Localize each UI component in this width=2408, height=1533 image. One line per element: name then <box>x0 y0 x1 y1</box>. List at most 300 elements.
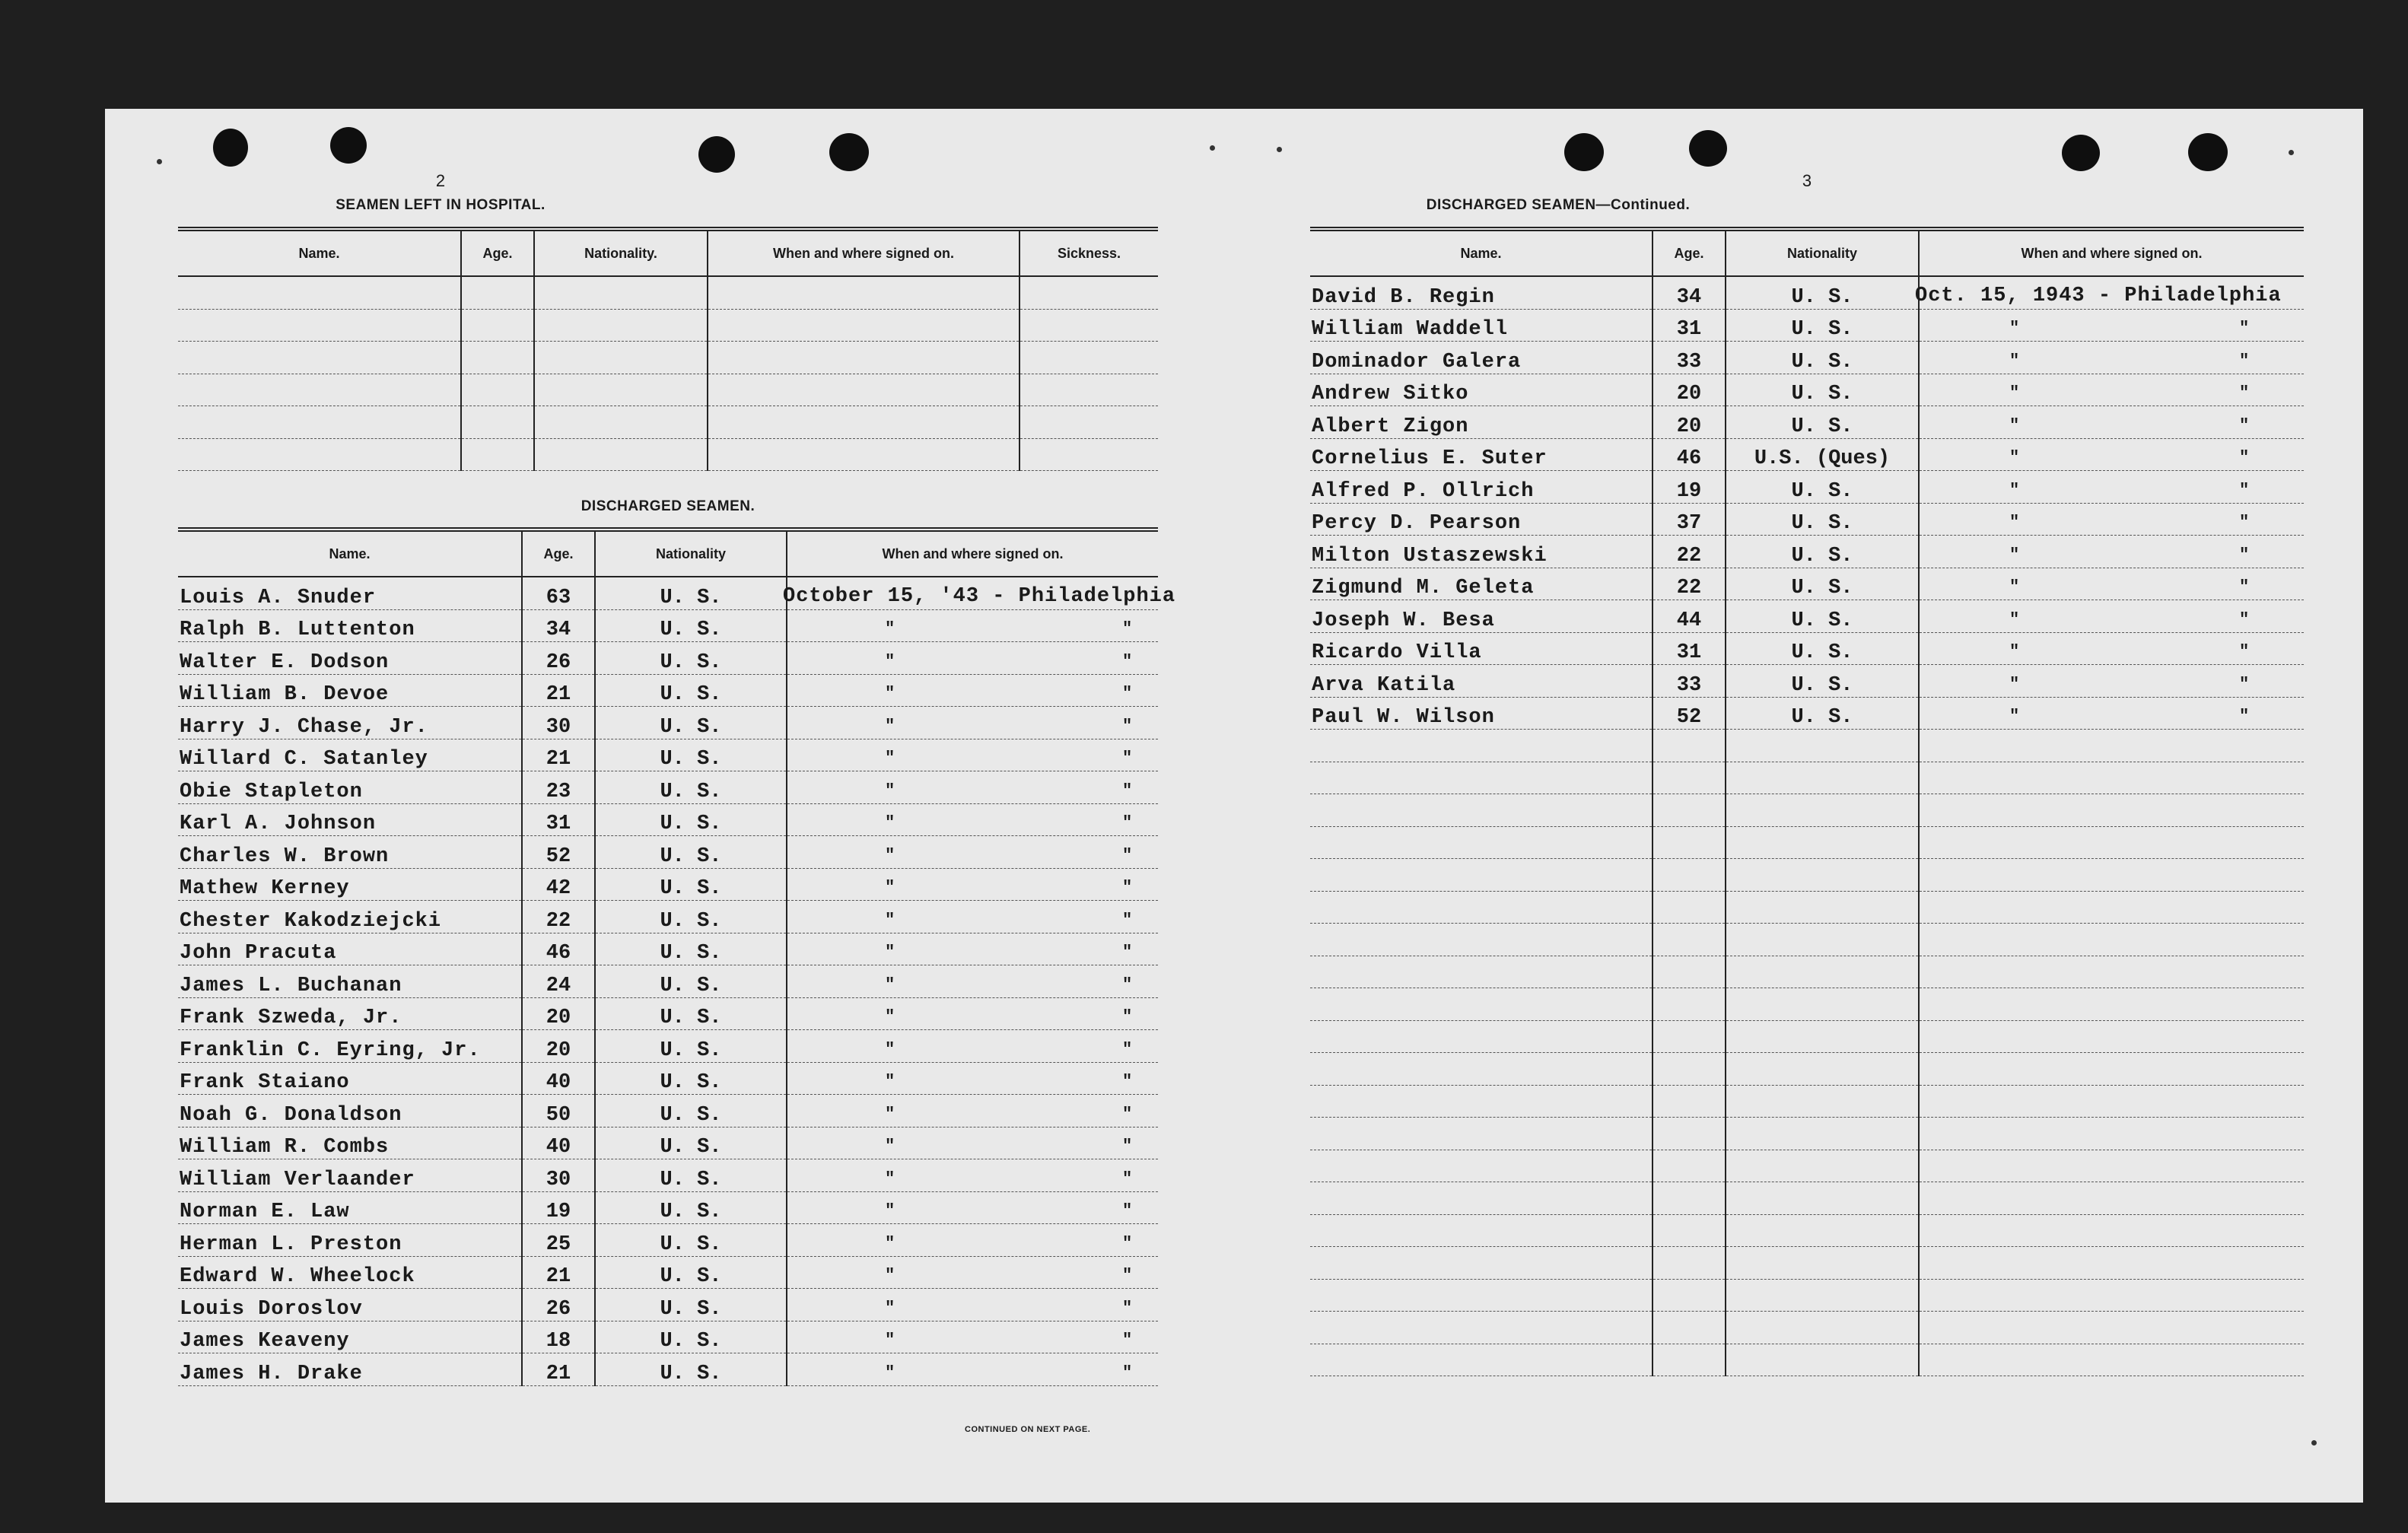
ditto-mark: " <box>885 943 895 962</box>
right-page <box>1310 109 2337 1503</box>
ditto-mark: " <box>885 1331 895 1350</box>
seaman-nationality: U. S. <box>1726 471 1919 504</box>
seaman-nationality <box>1726 826 1919 859</box>
ditto-mark: " <box>2009 319 2020 338</box>
ditto-mark: " <box>2239 480 2250 500</box>
ditto-mark: " <box>2239 448 2250 467</box>
table-row <box>1310 309 2304 342</box>
signed-on-cell <box>787 771 1158 804</box>
ditto-mark: " <box>1122 1104 1133 1124</box>
blank-row <box>1310 924 2304 956</box>
table-row <box>1310 438 2304 471</box>
ditto-mark: " <box>885 781 895 800</box>
blank-cell <box>1020 309 1158 342</box>
seaman-name: Milton Ustaszewski <box>1310 536 1653 568</box>
signed-on-cell <box>787 836 1158 869</box>
ditto-mark: " <box>2009 480 2020 500</box>
signed-on-cell <box>1919 374 2304 406</box>
ditto-mark: " <box>1122 1137 1133 1156</box>
seaman-name: Karl A. Johnson <box>178 803 522 836</box>
blank-row <box>1310 1118 2304 1150</box>
seaman-nationality: U. S. <box>595 868 787 901</box>
seaman-age <box>1653 1312 1726 1344</box>
signed-on-cell <box>1919 730 2304 762</box>
seaman-nationality <box>1726 859 1919 892</box>
signed-on-cell <box>787 901 1158 933</box>
seaman-name <box>1310 1053 1653 1086</box>
seaman-name: Zigmund M. Geleta <box>1310 568 1653 600</box>
seaman-name: William B. Devoe <box>178 674 522 707</box>
blank-row <box>1310 794 2304 827</box>
signed-on-cell <box>1919 956 2304 988</box>
column-header: When and where signed on. <box>1919 229 2304 276</box>
seaman-name: Charles W. Brown <box>178 836 522 869</box>
blank-cell <box>708 374 1020 406</box>
continued-note: CONTINUED ON NEXT PAGE. <box>965 1425 1091 1434</box>
column-header: Name. <box>1310 229 1653 276</box>
seaman-nationality: U. S. <box>595 577 787 609</box>
table-row <box>178 1191 1158 1224</box>
hospital-row <box>178 342 1158 374</box>
seaman-name: Franklin C. Eyring, Jr. <box>178 1030 522 1063</box>
seaman-name: Arva Katila <box>1310 665 1653 698</box>
table-row <box>1310 632 2304 665</box>
seaman-name: Louis Doroslov <box>178 1289 522 1321</box>
seaman-nationality: U. S. <box>1726 374 1919 406</box>
table-row <box>178 1095 1158 1127</box>
blank-row <box>1310 1182 2304 1215</box>
seaman-name: James H. Drake <box>178 1353 522 1386</box>
seaman-age: 22 <box>1653 536 1726 568</box>
blank-row <box>1310 1214 2304 1247</box>
table-row <box>178 707 1158 739</box>
ditto-mark: " <box>2239 545 2250 565</box>
hospital-row <box>178 438 1158 471</box>
signed-on-cell <box>787 1127 1158 1159</box>
blank-cell <box>178 309 461 342</box>
seaman-nationality: U. S. <box>595 1353 787 1386</box>
ditto-mark: " <box>885 975 895 994</box>
seaman-nationality: U. S. <box>595 1159 787 1192</box>
seaman-age: 21 <box>522 1353 595 1386</box>
ditto-mark: " <box>885 619 895 638</box>
column-header: When and where signed on. <box>787 530 1158 577</box>
seaman-name: Dominador Galera <box>1310 342 1653 374</box>
seaman-name: James Keaveny <box>178 1321 522 1353</box>
signed-on-cell <box>1919 600 2304 633</box>
ditto-mark: " <box>885 1169 895 1188</box>
seaman-nationality: U. S. <box>595 803 787 836</box>
ditto-mark: " <box>2239 707 2250 726</box>
table-row <box>178 1289 1158 1321</box>
seaman-name <box>1310 1182 1653 1215</box>
seaman-nationality <box>1726 794 1919 827</box>
ditto-mark: " <box>1122 619 1133 638</box>
seaman-nationality <box>1726 1214 1919 1247</box>
discharged-continued-table <box>1310 227 2304 1376</box>
seaman-age <box>1653 988 1726 1021</box>
blank-cell <box>534 438 708 471</box>
signed-on-cell <box>1919 406 2304 439</box>
hospital-heading: SEAMEN LEFT IN HOSPITAL. <box>336 197 546 213</box>
seaman-nationality: U. S. <box>595 836 787 869</box>
ditto-mark: " <box>1122 975 1133 994</box>
ditto-mark: " <box>885 845 895 865</box>
seaman-age: 31 <box>1653 309 1726 342</box>
column-header: Name. <box>178 229 461 276</box>
signed-on-cell <box>1919 1247 2304 1280</box>
seaman-name <box>1310 924 1653 956</box>
seaman-nationality: U. S. <box>595 642 787 675</box>
seaman-name: Joseph W. Besa <box>1310 600 1653 633</box>
blank-cell <box>708 309 1020 342</box>
seaman-nationality: U. S. <box>1726 665 1919 698</box>
seaman-nationality: U. S. <box>595 997 787 1030</box>
column-header: Nationality. <box>534 229 708 276</box>
signed-on-cell <box>787 642 1158 675</box>
seaman-nationality <box>1726 924 1919 956</box>
seaman-nationality <box>1726 1247 1919 1280</box>
seaman-nationality: U. S. <box>595 1030 787 1063</box>
seaman-age <box>1653 859 1726 892</box>
seaman-nationality: U. S. <box>1726 309 1919 342</box>
signed-on-cell <box>1919 891 2304 924</box>
blank-cell <box>708 342 1020 374</box>
seaman-nationality: U. S. <box>595 739 787 771</box>
blank-cell <box>178 406 461 439</box>
seaman-age: 50 <box>522 1095 595 1127</box>
table-row <box>1310 697 2304 730</box>
table-row <box>178 739 1158 771</box>
table-row <box>178 803 1158 836</box>
ditto-mark: " <box>885 1039 895 1059</box>
seaman-nationality: U. S. <box>595 1321 787 1353</box>
signed-on-cell <box>1919 1053 2304 1086</box>
column-header: Age. <box>1653 229 1726 276</box>
table-row <box>1310 342 2304 374</box>
discharged-heading: DISCHARGED SEAMEN. <box>581 498 755 514</box>
table-row <box>1310 406 2304 439</box>
blank-row <box>1310 730 2304 762</box>
seaman-age: 20 <box>522 997 595 1030</box>
column-header: Nationality <box>595 530 787 577</box>
seaman-age: 30 <box>522 707 595 739</box>
seaman-nationality <box>1726 1279 1919 1312</box>
ditto-mark: " <box>1122 845 1133 865</box>
seaman-name: Norman E. Law <box>178 1191 522 1224</box>
seaman-age: 46 <box>522 933 595 965</box>
signed-on-cell <box>1919 859 2304 892</box>
blank-row <box>1310 1053 2304 1086</box>
seaman-name: Herman L. Preston <box>178 1224 522 1257</box>
ditto-mark: " <box>2009 577 2020 596</box>
blank-cell <box>534 309 708 342</box>
ditto-mark: " <box>885 1298 895 1318</box>
paper-mark <box>157 159 162 164</box>
seaman-age <box>1653 1182 1726 1215</box>
ditto-mark: " <box>1122 1363 1133 1382</box>
signed-on-cell <box>787 1289 1158 1321</box>
column-header: Sickness. <box>1020 229 1158 276</box>
seaman-age <box>1653 891 1726 924</box>
seaman-nationality: U. S. <box>1726 276 1919 309</box>
blank-cell <box>178 276 461 309</box>
ditto-mark: " <box>885 1363 895 1382</box>
seaman-name <box>1310 1118 1653 1150</box>
seaman-name: Noah G. Donaldson <box>178 1095 522 1127</box>
ditto-mark: " <box>1122 716 1133 736</box>
signed-on-cell <box>787 1191 1158 1224</box>
seaman-age: 42 <box>522 868 595 901</box>
seaman-age: 31 <box>1653 632 1726 665</box>
seaman-age <box>1653 1085 1726 1118</box>
seaman-nationality: U. S. <box>595 707 787 739</box>
seaman-nationality <box>1726 762 1919 794</box>
ditto-mark: " <box>2239 642 2250 661</box>
signed-on-cell <box>1919 1279 2304 1312</box>
document-sheet <box>105 109 2363 1503</box>
seaman-age <box>1653 1214 1726 1247</box>
seaman-nationality: U. S. <box>1726 632 1919 665</box>
table-row <box>178 1321 1158 1353</box>
ditto-mark: " <box>1122 749 1133 768</box>
signed-on-cell <box>787 707 1158 739</box>
seaman-age <box>1653 1118 1726 1150</box>
ditto-mark: " <box>1122 1233 1133 1253</box>
seaman-age: 30 <box>522 1159 595 1192</box>
seaman-nationality: U. S. <box>1726 342 1919 374</box>
seaman-name: Cornelius E. Suter <box>1310 438 1653 471</box>
signed-on-cell <box>1919 1214 2304 1247</box>
signed-on-cell <box>787 1353 1158 1386</box>
ditto-mark: " <box>2009 351 2020 371</box>
seaman-name: Ricardo Villa <box>1310 632 1653 665</box>
seaman-name: Andrew Sitko <box>1310 374 1653 406</box>
seaman-age: 23 <box>522 771 595 804</box>
seaman-name <box>1310 826 1653 859</box>
seaman-name <box>1310 988 1653 1021</box>
seaman-age: 52 <box>522 836 595 869</box>
seaman-name: Harry J. Chase, Jr. <box>178 707 522 739</box>
blank-row <box>1310 859 2304 892</box>
blank-cell <box>708 276 1020 309</box>
blank-cell <box>1020 406 1158 439</box>
signed-on-cell <box>1919 988 2304 1021</box>
page-number: 3 <box>1802 171 1812 190</box>
blank-cell <box>178 342 461 374</box>
table-row <box>178 1224 1158 1257</box>
table-row <box>178 642 1158 675</box>
seaman-age: 19 <box>1653 471 1726 504</box>
blank-cell <box>1020 374 1158 406</box>
ditto-mark: " <box>1122 1331 1133 1350</box>
ditto-mark: " <box>2239 577 2250 596</box>
blank-row <box>1310 762 2304 794</box>
seaman-age: 40 <box>522 1062 595 1095</box>
seaman-nationality <box>1726 988 1919 1021</box>
seaman-nationality: U. S. <box>595 1224 787 1257</box>
seaman-age <box>1653 924 1726 956</box>
seaman-name: Mathew Kerney <box>178 868 522 901</box>
seaman-name <box>1310 956 1653 988</box>
seaman-nationality: U. S. <box>595 933 787 965</box>
table-row <box>1310 471 2304 504</box>
discharged-continued-heading: DISCHARGED SEAMEN—Continued. <box>1426 197 1691 213</box>
seaman-age: 25 <box>522 1224 595 1257</box>
hospital-table <box>178 227 1158 471</box>
seaman-age <box>1653 956 1726 988</box>
signed-on-cell <box>1919 1118 2304 1150</box>
seaman-age: 33 <box>1653 342 1726 374</box>
seaman-nationality: U. S. <box>595 1127 787 1159</box>
seaman-age: 34 <box>522 609 595 642</box>
signed-on-cell <box>1919 1344 2304 1376</box>
seaman-nationality <box>1726 730 1919 762</box>
blank-cell <box>178 438 461 471</box>
ditto-mark: " <box>885 651 895 671</box>
ditto-mark: " <box>885 749 895 768</box>
ditto-mark: " <box>2239 674 2250 694</box>
signed-on-cell <box>787 1095 1158 1127</box>
seaman-name <box>1310 859 1653 892</box>
blank-cell <box>461 342 534 374</box>
column-header: Nationality <box>1726 229 1919 276</box>
seaman-nationality: U. S. <box>1726 568 1919 600</box>
seaman-age: 19 <box>522 1191 595 1224</box>
discharged-table <box>178 527 1176 1386</box>
seaman-nationality <box>1726 1182 1919 1215</box>
signed-on-cell <box>1919 924 2304 956</box>
hospital-row <box>178 406 1158 439</box>
signed-on-cell <box>1919 438 2304 471</box>
seaman-nationality: U. S. <box>595 1289 787 1321</box>
seaman-name <box>1310 1344 1653 1376</box>
ditto-mark: " <box>2009 415 2020 435</box>
seaman-age: 21 <box>522 674 595 707</box>
blank-cell <box>461 374 534 406</box>
seaman-age <box>1653 1053 1726 1086</box>
table-row <box>178 1127 1158 1159</box>
seaman-age: 22 <box>1653 568 1726 600</box>
ditto-mark: " <box>1122 781 1133 800</box>
ditto-mark: " <box>2239 513 2250 532</box>
seaman-age: 20 <box>522 1030 595 1063</box>
blank-cell <box>534 406 708 439</box>
seaman-name <box>1310 1085 1653 1118</box>
paper-mark <box>1277 147 1282 152</box>
signed-on-cell <box>1919 762 2304 794</box>
seaman-nationality <box>1726 1150 1919 1182</box>
seaman-age <box>1653 1279 1726 1312</box>
column-header: Age. <box>461 229 534 276</box>
ditto-mark: " <box>1122 878 1133 897</box>
table-row <box>178 674 1158 707</box>
seaman-age <box>1653 1344 1726 1376</box>
ditto-mark: " <box>2009 707 2020 726</box>
hospital-row <box>178 276 1158 309</box>
signed-on-cell <box>787 1159 1158 1192</box>
seaman-nationality: U. S. <box>1726 406 1919 439</box>
signed-on-text: October 15, '43 - Philadelphia <box>783 584 1176 608</box>
seaman-name <box>1310 1150 1653 1182</box>
ditto-mark: " <box>2239 415 2250 435</box>
seaman-name <box>1310 1312 1653 1344</box>
seaman-nationality <box>1726 1312 1919 1344</box>
blank-cell <box>708 438 1020 471</box>
left-page <box>178 109 1274 1503</box>
seaman-age: 46 <box>1653 438 1726 471</box>
signed-on-cell <box>1919 665 2304 698</box>
signed-on-cell <box>1919 1312 2304 1344</box>
ditto-mark: " <box>1122 1039 1133 1059</box>
table-row <box>178 933 1158 965</box>
seaman-name <box>1310 1214 1653 1247</box>
signed-on-cell <box>787 933 1158 965</box>
signed-on-cell <box>1915 276 2304 309</box>
signed-on-cell <box>787 1030 1158 1063</box>
seaman-age: 20 <box>1653 406 1726 439</box>
seaman-name <box>1310 1279 1653 1312</box>
seaman-age: 31 <box>522 803 595 836</box>
seaman-age: 63 <box>522 577 595 609</box>
column-header: Age. <box>522 530 595 577</box>
ditto-mark: " <box>1122 1298 1133 1318</box>
seaman-age <box>1653 1150 1726 1182</box>
seaman-age: 21 <box>522 1256 595 1289</box>
blank-cell <box>1020 438 1158 471</box>
table-row <box>178 577 1158 609</box>
blank-row <box>1310 1247 2304 1280</box>
table-row <box>1310 568 2304 600</box>
ditto-mark: " <box>885 1266 895 1285</box>
signed-on-cell <box>787 1224 1158 1257</box>
ditto-mark: " <box>885 684 895 703</box>
seaman-nationality: U. S. <box>595 1095 787 1127</box>
seaman-name: Louis A. Snuder <box>178 577 522 609</box>
seaman-name: Chester Kakodziejcki <box>178 901 522 933</box>
signed-on-cell <box>1919 342 2304 374</box>
ditto-mark: " <box>885 878 895 897</box>
seaman-nationality: U. S. <box>1726 536 1919 568</box>
seaman-age: 26 <box>522 1289 595 1321</box>
table-row <box>178 771 1158 804</box>
ditto-mark: " <box>2239 383 2250 402</box>
seaman-name: Alfred P. Ollrich <box>1310 471 1653 504</box>
blank-row <box>1310 1344 2304 1376</box>
signed-on-cell <box>787 803 1158 836</box>
seaman-name: Willard C. Satanley <box>178 739 522 771</box>
table-row <box>1310 600 2304 633</box>
seaman-nationality <box>1726 1118 1919 1150</box>
seaman-age: 52 <box>1653 697 1726 730</box>
ditto-mark: " <box>885 1007 895 1026</box>
seaman-name <box>1310 730 1653 762</box>
signed-on-cell <box>787 1256 1158 1289</box>
seaman-name: Edward W. Wheelock <box>178 1256 522 1289</box>
blank-row <box>1310 1020 2304 1053</box>
ditto-mark: " <box>885 813 895 832</box>
seaman-age <box>1653 730 1726 762</box>
seaman-name: William Verlaander <box>178 1159 522 1192</box>
seaman-nationality <box>1726 891 1919 924</box>
signed-on-cell <box>787 1062 1158 1095</box>
ditto-mark: " <box>885 1233 895 1253</box>
seaman-nationality <box>1726 1085 1919 1118</box>
seaman-age: 37 <box>1653 503 1726 536</box>
blank-row <box>1310 1085 2304 1118</box>
signed-on-cell <box>1919 536 2304 568</box>
blank-cell <box>708 406 1020 439</box>
